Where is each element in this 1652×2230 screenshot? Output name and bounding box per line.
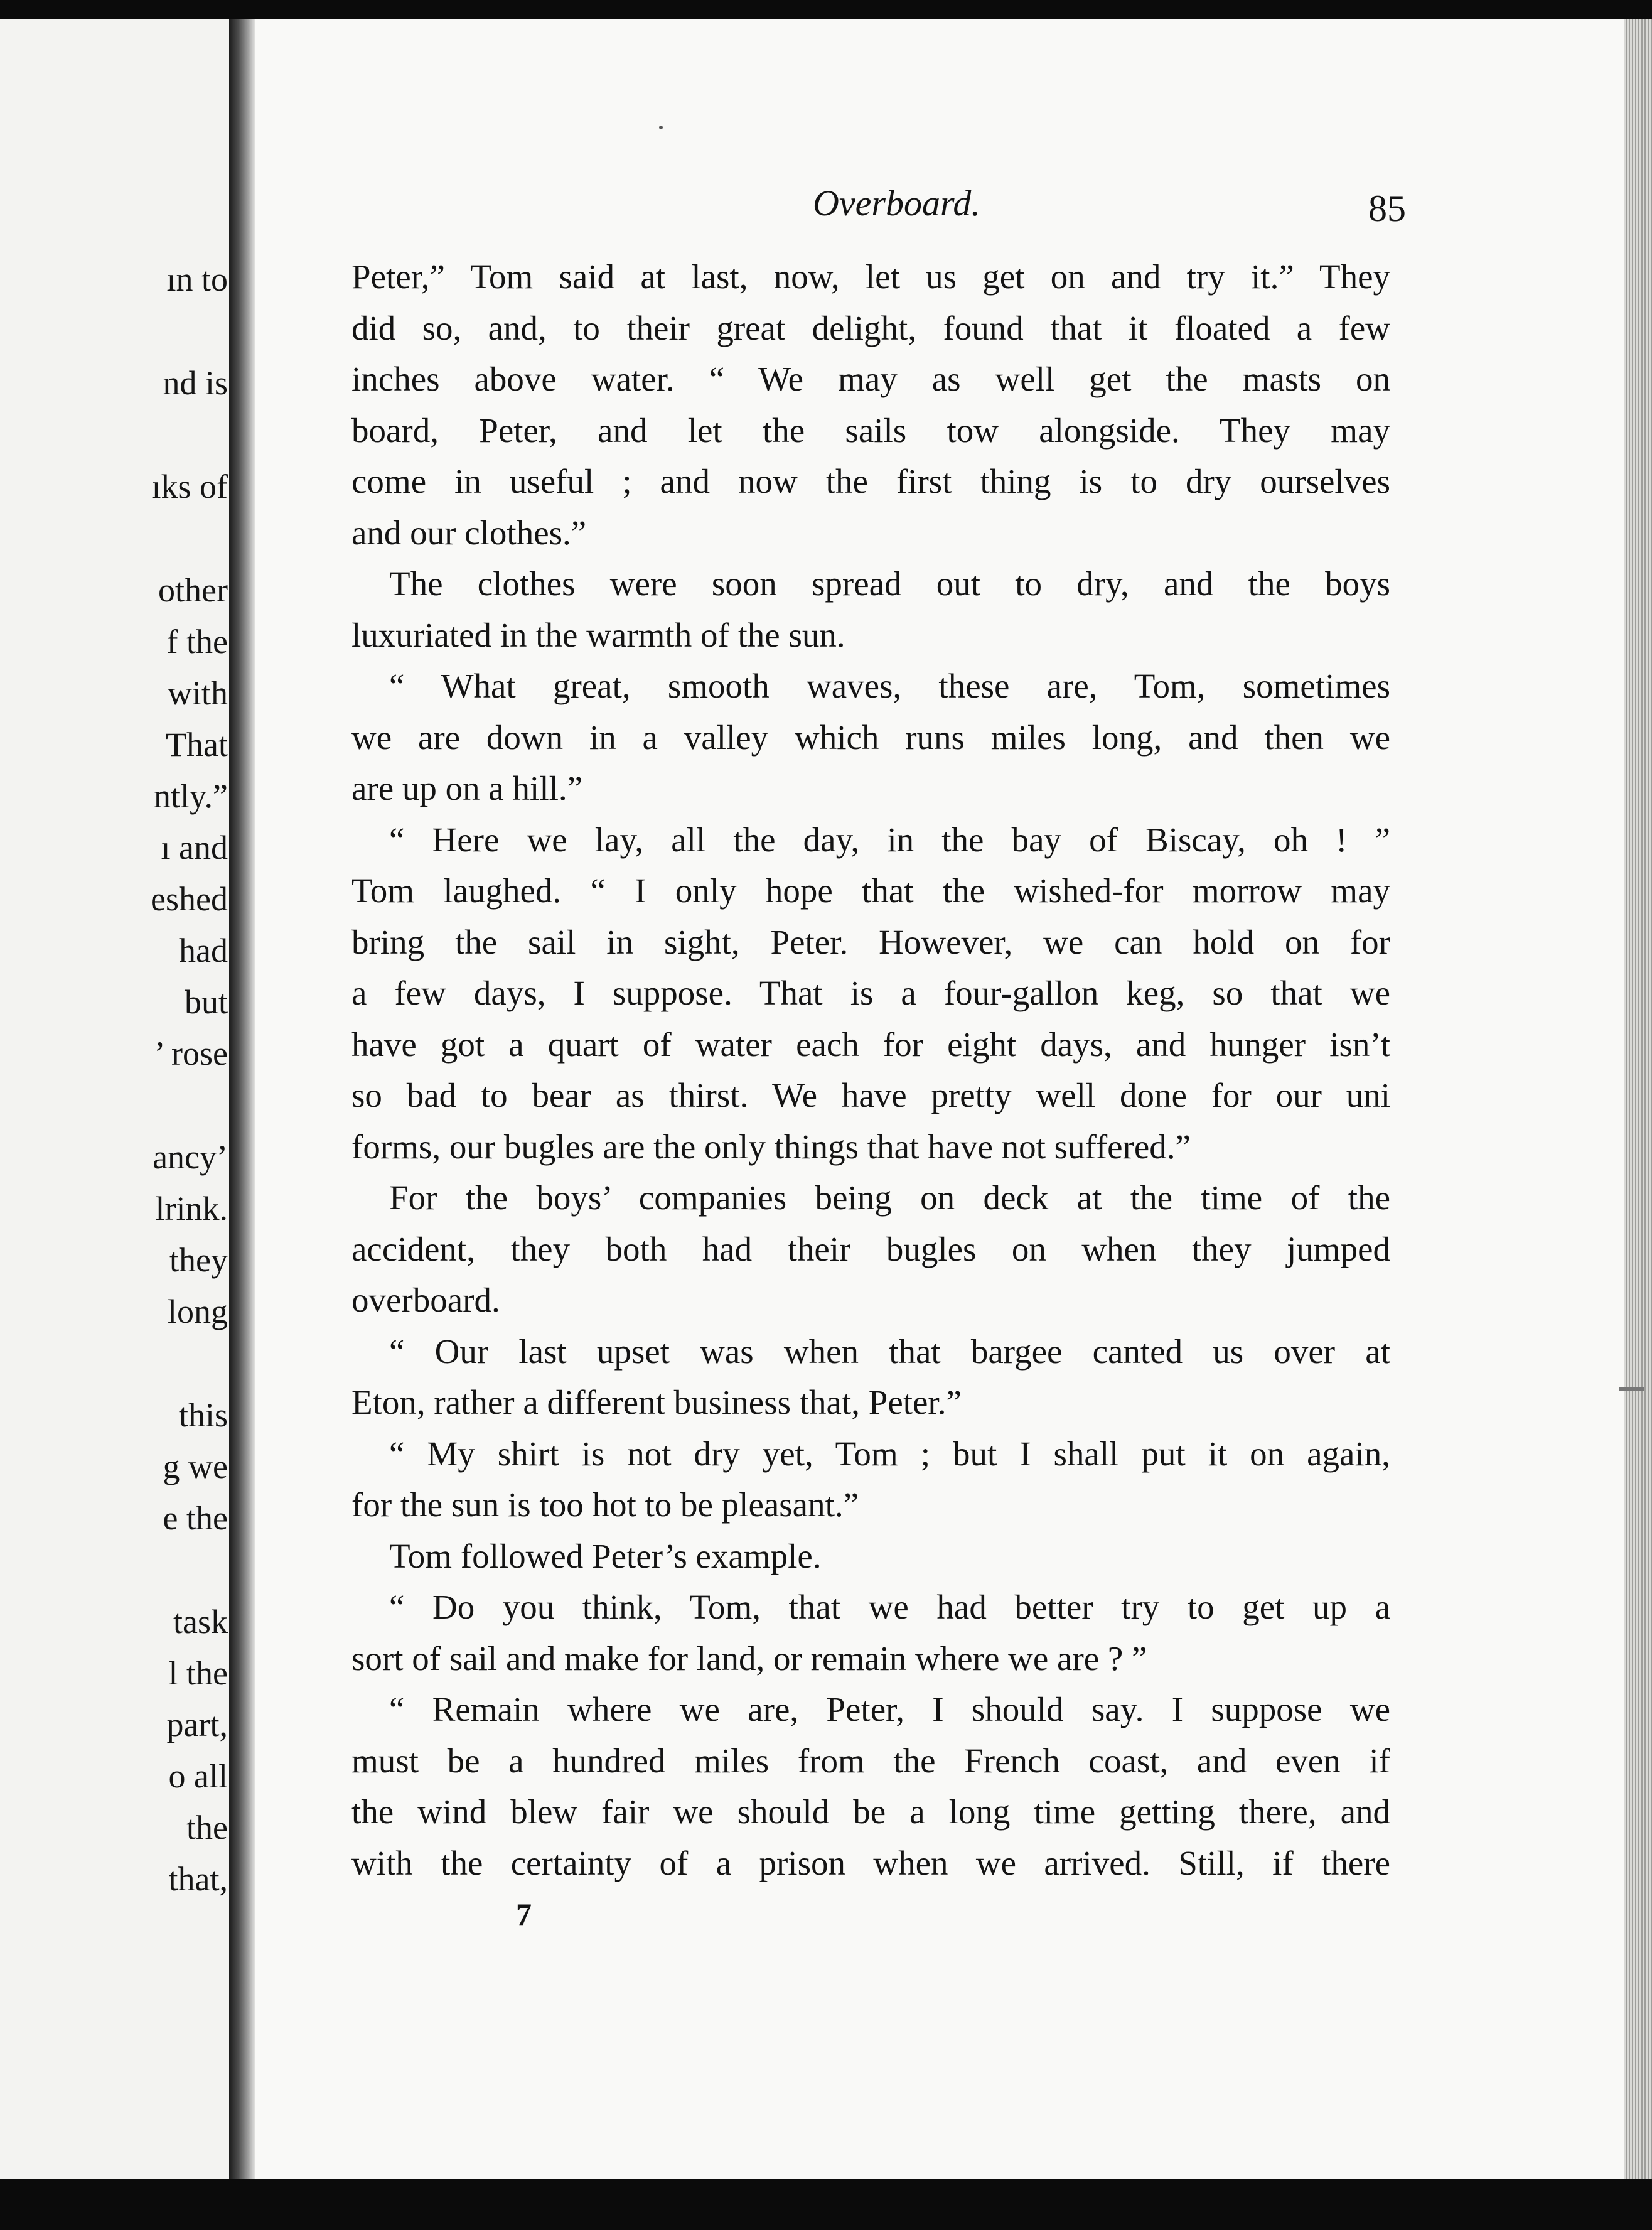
left-page-line: o all <box>168 1757 228 1795</box>
text-line: did so, and, to their great delight, found that it floated a few <box>351 308 1390 347</box>
text-line: inches above water. “ We may as well get the masts on <box>351 360 1390 398</box>
left-page-line: that, <box>168 1860 228 1898</box>
text-line: “ My shirt is not dry yet, Tom ; but I shall put it on again, <box>389 1434 1390 1473</box>
text-line: Eton, rather a different business that, Peter.” <box>351 1383 962 1421</box>
text-line: bring the sail in sight, Peter. However, we can hold on for <box>351 922 1390 961</box>
text-line: so bad to bear as thirst. We have pretty well done for our uni <box>351 1076 1390 1114</box>
left-page-line: g we <box>163 1448 228 1485</box>
left-page-line: but <box>184 983 228 1021</box>
left-page-line: ’ rose <box>154 1035 228 1072</box>
left-page-line: with <box>167 674 228 712</box>
left-page-line: ntly.” <box>154 777 228 815</box>
left-page-line: nd is <box>163 364 228 402</box>
scan-top-border <box>0 0 1652 19</box>
text-line: and our clothes.” <box>351 513 587 552</box>
text-line: luxuriated in the warmth of the sun. <box>351 615 845 654</box>
left-page-line: ın to <box>166 261 228 298</box>
signature-mark: 7 <box>516 1897 532 1932</box>
left-page-line: other <box>158 571 228 609</box>
text-line: the wind blew fair we should be a long time getting there, and <box>351 1792 1390 1831</box>
text-line: overboard. <box>351 1281 500 1319</box>
left-page-line: eshed <box>151 880 228 918</box>
text-line: have got a quart of water each for eight days, and hunger isn’t <box>351 1025 1390 1064</box>
left-page <box>0 19 229 2179</box>
text-line: we are down in a valley which runs miles long, and then we <box>351 718 1390 757</box>
left-page-line: l the <box>168 1654 228 1692</box>
text-line: accident, they both had their bugles on when they jumped <box>351 1229 1390 1268</box>
text-line: for the sun is too hot to be pleasant.” <box>351 1485 859 1524</box>
text-line: Tom laughed. “ I only hope that the wished-for morrow may <box>351 871 1390 910</box>
text-line: a few days, I suppose. That is a four-gallon keg, so that we <box>351 974 1390 1012</box>
text-line: are up on a hill.” <box>351 769 583 807</box>
text-line: board, Peter, and let the sails tow alongside. They may <box>351 411 1390 450</box>
text-line: must be a hundred miles from the French coast, and even if <box>351 1741 1390 1780</box>
left-page-line: ancy’ <box>153 1138 228 1176</box>
left-page-line: f the <box>166 623 228 660</box>
left-page-line: part, <box>166 1706 228 1743</box>
scan-edge-mark <box>1619 1387 1644 1391</box>
page-number: 85 <box>1368 188 1406 229</box>
left-page-line: had <box>179 932 228 969</box>
text-line: “ Do you think, Tom, that we had better try to get up a <box>389 1588 1390 1626</box>
left-page-line: this <box>178 1396 228 1434</box>
text-line: For the boys’ companies being on deck at the time of the <box>389 1178 1390 1217</box>
text-line: sort of sail and make for land, or remain where we are ? ” <box>351 1639 1147 1678</box>
text-line: “ Our last upset was when that bargee canted us over at <box>389 1332 1390 1371</box>
left-page-line: ı and <box>161 829 228 866</box>
left-page-line: the <box>186 1809 228 1846</box>
scan-speck <box>659 126 663 129</box>
left-page-line: ıks of <box>151 468 228 505</box>
left-page-line: task <box>173 1603 228 1640</box>
text-line: come in useful ; and now the first thing is to dry ourselves <box>351 462 1390 500</box>
left-page-line: That <box>166 726 228 763</box>
scan-bottom-border <box>0 2179 1652 2230</box>
text-line: “ Remain where we are, Peter, I should say. I suppose we <box>389 1690 1390 1728</box>
text-line: forms, our bugles are the only things that have not suffered.” <box>351 1127 1191 1166</box>
left-page-line: e the <box>163 1499 228 1537</box>
page-edges <box>1624 19 1652 2179</box>
text-line: “ Here we lay, all the day, in the bay of Biscay, oh ! ” <box>389 820 1390 859</box>
running-head: Overboard. <box>813 183 980 224</box>
book-gutter <box>229 19 255 2179</box>
text-line: The clothes were soon spread out to dry, and the boys <box>389 564 1390 603</box>
text-line: “ What great, smooth waves, these are, Tom, sometimes <box>389 667 1390 705</box>
left-page-line: lrink. <box>155 1190 228 1227</box>
text-line: Peter,” Tom said at last, now, let us get on and try it.” They <box>351 257 1390 296</box>
text-line: with the certainty of a prison when we arrived. Still, if there <box>351 1843 1390 1882</box>
page-header <box>389 182 1406 232</box>
left-page-line: long <box>167 1293 228 1330</box>
text-line: Tom followed Peter’s example. <box>389 1536 822 1575</box>
left-page-line: they <box>169 1241 228 1279</box>
body-text <box>351 251 1390 1888</box>
